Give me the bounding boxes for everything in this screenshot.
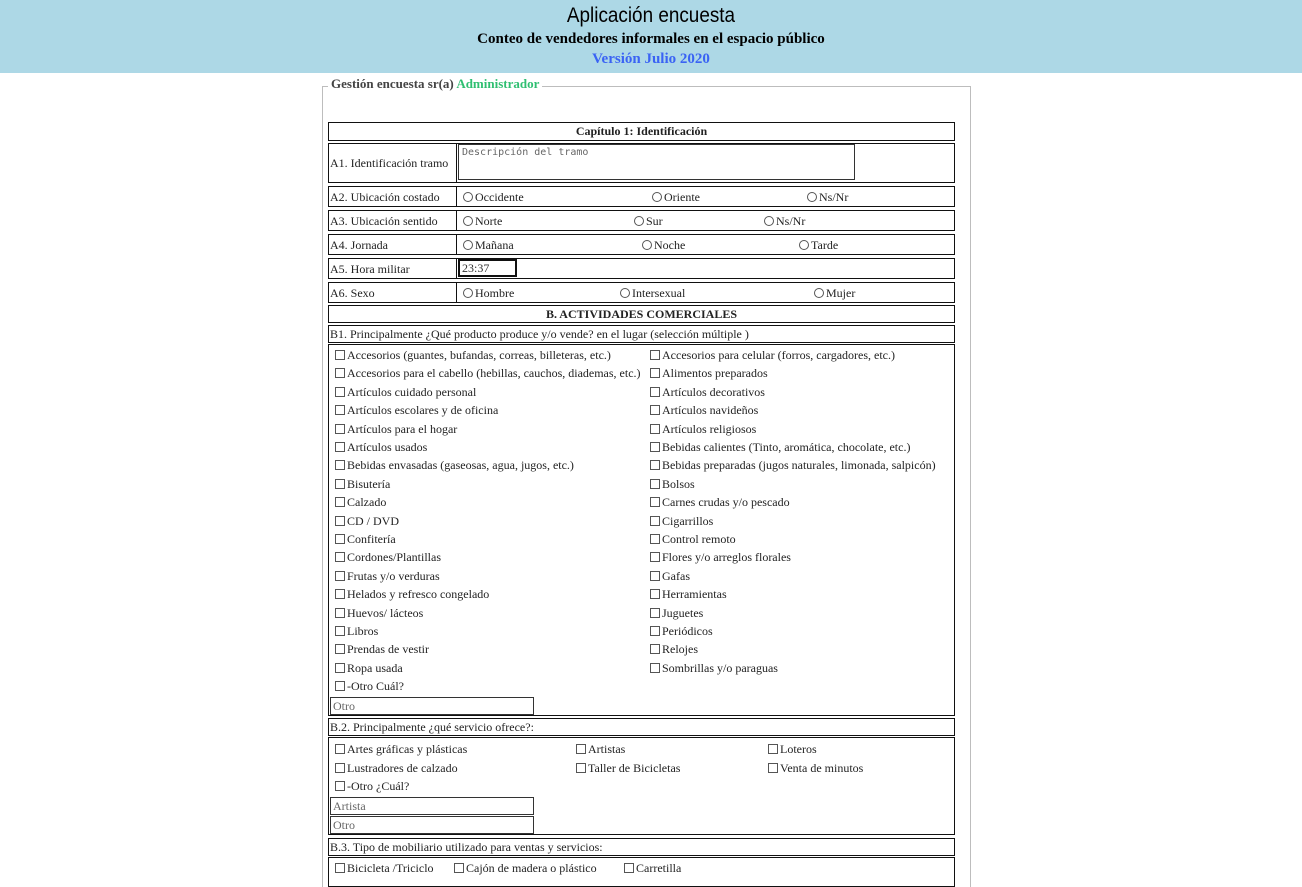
b3-label: B.3. Tipo de mobiliario utilizado para ventas y servicios: — [330, 840, 603, 854]
row-a6 — [328, 282, 955, 303]
b2-artista-input[interactable] — [330, 797, 534, 815]
checkbox-icon[interactable] — [650, 552, 660, 562]
b1-option[interactable] — [650, 587, 727, 602]
fieldset-legend — [328, 76, 542, 92]
radio-label: Noche — [654, 238, 686, 252]
b1-option[interactable] — [650, 569, 690, 584]
b1-option[interactable] — [650, 440, 910, 455]
radio-circle-icon[interactable] — [463, 192, 473, 202]
option-label: Artículos usados — [347, 440, 428, 454]
app-version: Versión Julio 2020 — [592, 51, 710, 67]
b1-option[interactable] — [650, 477, 695, 492]
a4-label: A4. Jornada — [330, 238, 388, 252]
option-label: Cajón de madera o plástico — [466, 861, 597, 875]
option-label: Flores y/o arreglos florales — [662, 550, 791, 565]
checkbox-icon[interactable] — [335, 424, 345, 434]
option-label: Helados y refresco congelado — [347, 587, 490, 602]
b2-question — [328, 718, 955, 736]
radio-manana[interactable] — [463, 238, 514, 253]
row-a4 — [328, 234, 955, 255]
b3-question — [328, 838, 955, 856]
b1-option[interactable] — [650, 514, 713, 529]
option-label: Periódicos — [662, 624, 713, 638]
radio-circle-icon[interactable] — [620, 288, 630, 298]
option-label: Relojes — [662, 642, 698, 657]
b1-option[interactable] — [650, 458, 936, 473]
b1-option[interactable] — [335, 348, 611, 363]
checkbox-icon[interactable] — [768, 763, 778, 773]
checkbox-icon[interactable] — [650, 589, 660, 599]
option-label: Bebidas preparadas (jugos naturales, limonada, salpicón) — [662, 458, 936, 473]
b1-option[interactable] — [335, 477, 390, 492]
option-label: Lustradores de calzado — [347, 761, 458, 775]
radio-tarde[interactable] — [799, 238, 838, 253]
checkbox-icon[interactable] — [335, 534, 345, 544]
row-a3 — [328, 210, 955, 231]
radio-nsnr-costado[interactable] — [807, 190, 848, 205]
option-label: Taller de Bicicletas — [588, 761, 681, 775]
a2-options-cell — [456, 186, 955, 207]
section-b-title: B. ACTIVIDADES COMERCIALES — [545, 307, 738, 321]
b2-otro-option[interactable] — [335, 779, 409, 794]
b1-option[interactable] — [650, 366, 768, 381]
radio-oriente[interactable] — [652, 190, 700, 205]
a4-options-cell — [456, 234, 955, 255]
option-label: Bisutería — [347, 476, 391, 491]
a5-input-cell — [456, 258, 955, 279]
row-a5 — [328, 258, 955, 279]
b1-option[interactable] — [650, 422, 756, 437]
user-role: Administrador — [456, 76, 540, 91]
option-label: Artículos religiosos — [662, 421, 757, 436]
radio-label: Tarde — [811, 238, 839, 252]
option-label: Accesorios para el cabello (hebillas, cauchos, diademas, etc.) — [347, 366, 641, 381]
checkbox-icon[interactable] — [335, 571, 345, 581]
radio-norte[interactable] — [463, 214, 502, 229]
option-label: Bebidas calientes (Tinto, aromática, chocolate, etc.) — [662, 440, 911, 454]
option-label: Artículos navideños — [662, 403, 759, 418]
radio-label: Hombre — [475, 286, 515, 300]
chapter-1-header — [328, 122, 955, 141]
app-header — [0, 0, 1302, 73]
checkbox-icon[interactable] — [650, 424, 660, 434]
checkbox-icon[interactable] — [650, 350, 660, 360]
tramo-description-textarea[interactable] — [458, 144, 855, 180]
option-label: Gafas — [662, 568, 690, 583]
option-label: Venta de minutos — [780, 761, 864, 775]
b2-venta-minutos-option[interactable] — [768, 761, 863, 776]
option-label: Loteros — [780, 742, 817, 756]
radio-mujer[interactable] — [814, 286, 855, 301]
option-label: Juguetes — [662, 605, 704, 620]
b1-option[interactable] — [650, 385, 765, 400]
a6-label: A6. Sexo — [330, 286, 375, 300]
checkbox-icon[interactable] — [650, 497, 660, 507]
b1-option[interactable] — [335, 495, 386, 510]
radio-label: Norte — [475, 214, 503, 228]
checkbox-icon[interactable] — [335, 497, 345, 507]
b1-option[interactable] — [650, 403, 758, 418]
radio-circle-icon[interactable] — [642, 240, 652, 250]
checkbox-icon[interactable] — [335, 405, 345, 415]
checkbox-icon[interactable] — [335, 608, 345, 618]
a6-label-cell — [328, 282, 457, 303]
app-title: Aplicación encuesta — [566, 4, 736, 27]
option-label: Ropa usada — [347, 660, 403, 675]
checkbox-icon[interactable] — [650, 644, 660, 654]
b1-option[interactable] — [650, 532, 736, 547]
option-label: Accesorios (guantes, bufandas, correas, billeteras, etc.) — [347, 348, 611, 362]
b1-option[interactable] — [335, 514, 399, 529]
b2-artistas-option[interactable] — [576, 742, 625, 757]
checkbox-icon[interactable] — [650, 405, 660, 415]
radio-circle-icon[interactable] — [807, 192, 817, 202]
option-label: Carretilla — [636, 861, 682, 875]
option-label: Artículos decorativos — [662, 384, 765, 399]
checkbox-icon[interactable] — [335, 763, 345, 773]
b1-option[interactable] — [335, 550, 441, 565]
b1-option[interactable] — [650, 642, 698, 657]
b1-option[interactable] — [335, 569, 440, 584]
checkbox-icon[interactable] — [335, 350, 345, 360]
a2-label-cell — [328, 186, 457, 207]
checkbox-icon[interactable] — [650, 534, 660, 544]
b3-cajon-option[interactable] — [454, 861, 597, 876]
option-label: Artes gráficas y plásticas — [347, 742, 468, 756]
checkbox-icon[interactable] — [650, 479, 660, 489]
b1-label: B1. Principalmente ¿Qué producto produce y/o vende? en el lugar (selección múltiple ) — [330, 327, 749, 341]
radio-circle-icon[interactable] — [814, 288, 824, 298]
checkbox-icon[interactable] — [335, 863, 345, 873]
option-label: Bicicleta /Triciclo — [347, 861, 434, 875]
b1-option[interactable] — [335, 661, 403, 676]
checkbox-icon[interactable] — [335, 644, 345, 654]
option-label: Artistas — [588, 742, 626, 756]
checkbox-icon[interactable] — [335, 781, 345, 791]
radio-label: Mañana — [475, 238, 514, 252]
b2-lustradores-option[interactable] — [335, 761, 458, 776]
radio-circle-icon[interactable] — [764, 216, 774, 226]
option-label: Cigarrillos — [662, 513, 714, 528]
checkbox-icon[interactable] — [650, 663, 660, 673]
option-label: Huevos/ lácteos — [347, 605, 424, 620]
checkbox-icon[interactable] — [335, 387, 345, 397]
b1-option[interactable] — [650, 624, 713, 639]
radio-label: Ns/Nr — [819, 190, 849, 204]
b2-loteros-option[interactable] — [768, 742, 817, 757]
checkbox-icon[interactable] — [650, 387, 660, 397]
checkbox-icon[interactable] — [624, 863, 634, 873]
a1-label-cell — [328, 143, 457, 183]
checkbox-icon[interactable] — [650, 626, 660, 636]
option-label: Artículos para el hogar — [347, 421, 458, 436]
chapter-1-title: Capítulo 1: Identificación — [575, 124, 708, 138]
b3-carretilla-option[interactable] — [624, 861, 681, 876]
checkbox-icon[interactable] — [335, 663, 345, 673]
a3-options-cell — [456, 210, 955, 231]
option-label: Bebidas envasadas (gaseosas, agua, jugos, etc.) — [347, 458, 574, 473]
option-label: -Otro Cuál? — [347, 679, 404, 694]
radio-circle-icon[interactable] — [634, 216, 644, 226]
option-label: CD / DVD — [347, 513, 400, 528]
radio-noche[interactable] — [642, 238, 685, 253]
option-label: Artículos escolares y de oficina — [347, 403, 499, 418]
b1-option[interactable] — [650, 606, 703, 621]
b1-option[interactable] — [650, 495, 790, 510]
b1-option[interactable] — [650, 550, 791, 565]
option-label: Bolsos — [662, 476, 695, 491]
b3-bicicleta-option[interactable] — [335, 861, 434, 876]
option-label: Sombrillas y/o paraguas — [662, 660, 778, 675]
checkbox-icon[interactable] — [335, 552, 345, 562]
b2-other-input[interactable] — [330, 816, 534, 834]
option-label: Carnes crudas y/o pescado — [662, 495, 790, 510]
checkbox-icon[interactable] — [650, 460, 660, 470]
radio-circle-icon[interactable] — [463, 288, 473, 298]
option-label: Libros — [347, 624, 379, 638]
a5-label: A5. Hora militar — [330, 262, 410, 276]
radio-intersexual[interactable] — [620, 286, 685, 301]
b1-option[interactable] — [650, 348, 895, 363]
radio-label: Ns/Nr — [776, 214, 806, 228]
a3-label-cell — [328, 210, 457, 231]
option-label: Prendas de vestir — [347, 642, 429, 657]
b1-option[interactable] — [335, 403, 498, 418]
b1-option[interactable] — [335, 624, 378, 639]
radio-label: Mujer — [826, 286, 856, 300]
b2-label: B.2. Principalmente ¿qué servicio ofrece?: — [330, 720, 534, 734]
option-label: Calzado — [347, 495, 387, 510]
b1-option[interactable] — [335, 440, 427, 455]
radio-label: Occidente — [475, 190, 524, 204]
checkbox-icon[interactable] — [650, 608, 660, 618]
option-label: Accesorios para celular (forros, cargadores, etc.) — [662, 348, 895, 362]
checkbox-icon[interactable] — [335, 479, 345, 489]
checkbox-icon[interactable] — [650, 442, 660, 452]
a1-label: A1. Identificación tramo — [330, 156, 449, 170]
radio-circle-icon[interactable] — [463, 216, 473, 226]
option-label: Cordones/Plantillas — [347, 550, 441, 565]
b1-option[interactable] — [335, 458, 574, 473]
radio-circle-icon[interactable] — [799, 240, 809, 250]
checkbox-icon[interactable] — [768, 744, 778, 754]
checkbox-icon[interactable] — [335, 589, 345, 599]
b1-option[interactable] — [335, 606, 423, 621]
b1-option[interactable] — [335, 532, 396, 547]
b1-question — [328, 325, 955, 343]
legend-prefix: Gestión encuesta sr(a) — [331, 76, 454, 91]
checkbox-icon[interactable] — [335, 516, 345, 526]
b1-option[interactable] — [335, 385, 476, 400]
checkbox-icon[interactable] — [650, 571, 660, 581]
a4-label-cell — [328, 234, 457, 255]
checkbox-icon[interactable] — [335, 744, 345, 754]
option-label: Confitería — [347, 532, 396, 546]
a6-options-cell — [456, 282, 955, 303]
row-a2 — [328, 186, 955, 207]
checkbox-icon[interactable] — [576, 763, 586, 773]
hora-militar-input[interactable] — [458, 259, 517, 277]
b1-option[interactable] — [335, 366, 641, 381]
checkbox-icon[interactable] — [335, 626, 345, 636]
radio-sur[interactable] — [634, 214, 663, 229]
radio-label: Oriente — [664, 190, 700, 204]
checkbox-icon[interactable] — [650, 368, 660, 378]
b1-option[interactable] — [335, 642, 429, 657]
b2-taller-bicicletas-option[interactable] — [576, 761, 680, 776]
section-b-header — [328, 305, 955, 323]
b1-other-input[interactable] — [330, 697, 534, 715]
app-subtitle: Conteo de vendedores informales en el espacio público — [477, 31, 825, 47]
option-label: -Otro ¿Cuál? — [347, 779, 410, 793]
b1-option[interactable] — [335, 422, 457, 437]
option-label: Herramientas — [662, 587, 727, 602]
b1-option[interactable] — [335, 679, 404, 694]
b2-artes-graficas-option[interactable] — [335, 742, 467, 757]
option-label: Alimentos preparados — [662, 366, 768, 381]
a5-label-cell — [328, 258, 457, 279]
checkbox-icon[interactable] — [335, 681, 345, 691]
radio-nsnr-sentido[interactable] — [764, 214, 805, 229]
option-label: Artículos cuidado personal — [347, 384, 477, 399]
checkbox-icon[interactable] — [335, 460, 345, 470]
checkbox-icon[interactable] — [650, 516, 660, 526]
a3-label: A3. Ubicación sentido — [330, 214, 438, 228]
checkbox-icon[interactable] — [335, 368, 345, 378]
radio-circle-icon[interactable] — [463, 240, 473, 250]
b1-options-box — [328, 344, 955, 716]
checkbox-icon[interactable] — [576, 744, 586, 754]
a2-label: A2. Ubicación costado — [330, 190, 440, 204]
checkbox-icon[interactable] — [335, 442, 345, 452]
radio-circle-icon[interactable] — [652, 192, 662, 202]
checkbox-icon[interactable] — [454, 863, 464, 873]
radio-label: Intersexual — [632, 286, 686, 300]
option-label: Frutas y/o verduras — [347, 568, 440, 583]
b1-option[interactable] — [335, 587, 489, 602]
b1-option[interactable] — [650, 661, 778, 676]
radio-occidente[interactable] — [463, 190, 524, 205]
radio-label: Sur — [646, 214, 663, 228]
option-label: Control remoto — [662, 532, 736, 546]
radio-hombre[interactable] — [463, 286, 514, 301]
